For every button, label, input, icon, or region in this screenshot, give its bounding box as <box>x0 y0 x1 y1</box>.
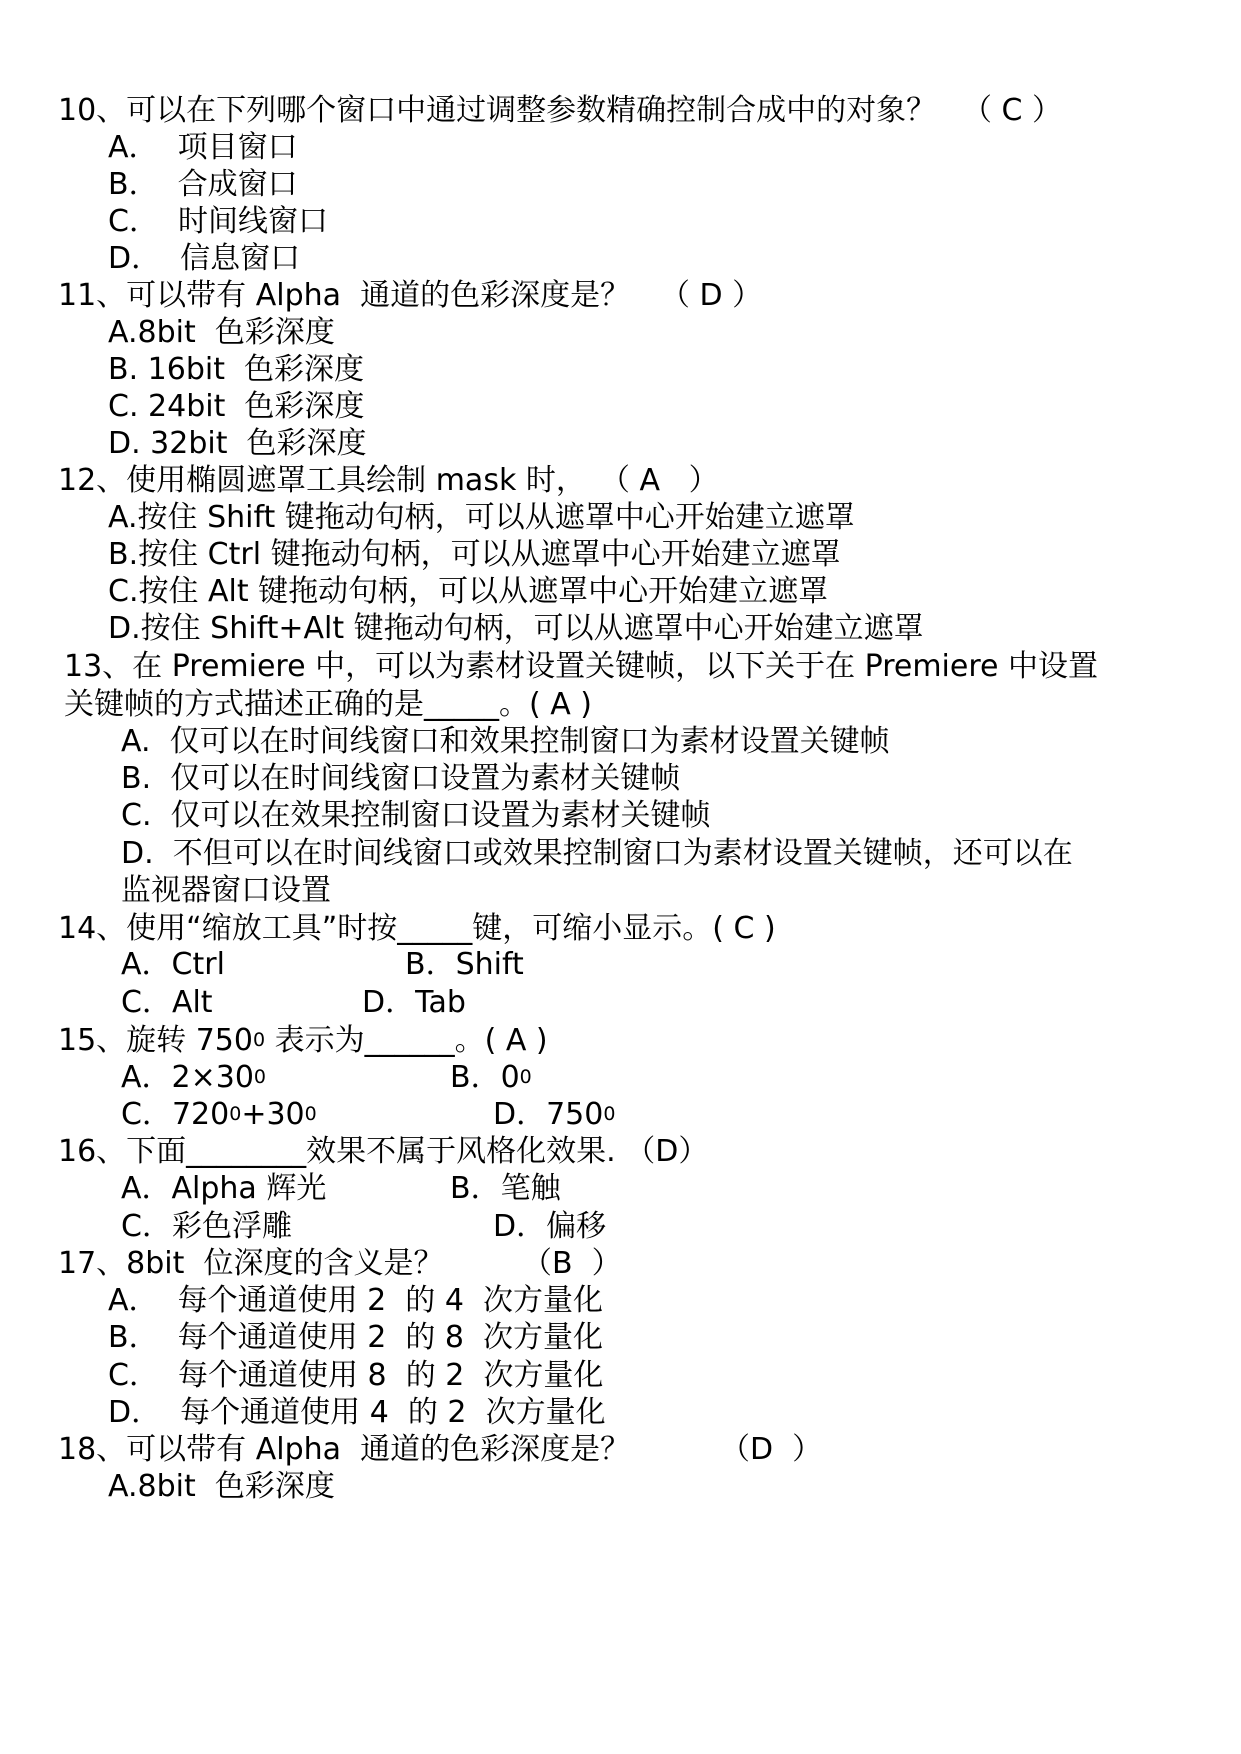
answer-18: （D ） <box>720 1432 823 1467</box>
degree-superscript: 0 <box>229 1103 242 1125</box>
question-15-text-a: 15、旋转 750 <box>58 1023 253 1058</box>
question-12: 12、使用椭圆遮罩工具绘制 mask 时， <box>58 463 586 498</box>
option-16-a: A．Alpha 辉光 <box>121 1171 327 1206</box>
answer-11: （ D ） <box>660 278 763 313</box>
option-16-d: D．偏移 <box>493 1209 607 1244</box>
option-18-a: A.8bit 色彩深度 <box>108 1469 335 1504</box>
option-12-d: D.按住 Shift+Alt 键拖动句柄，可以从遮罩中心开始建立遮罩 <box>108 611 924 646</box>
question-14: 14、使用“缩放工具”时按_____键，可缩小显示。( C ) <box>58 911 776 946</box>
option-12-c: C.按住 Alt 键拖动句柄，可以从遮罩中心开始建立遮罩 <box>108 574 829 609</box>
option-13-c: C. 仅可以在效果控制窗口设置为素材关键帧 <box>121 798 711 833</box>
question-13-line-2: 关键帧的方式描述正确的是_____。( A ) <box>64 687 593 722</box>
question-10: 10、可以在下列哪个窗口中通过调整参数精确控制合成中的对象？ <box>58 93 937 128</box>
option-15-d-text: D．750 <box>493 1097 604 1132</box>
question-16: 16、下面________效果不属于风格化效果. （D） <box>58 1134 709 1169</box>
option-10-d: D． 信息窗口 <box>108 241 301 276</box>
option-10-b: B． 合成窗口 <box>108 167 298 202</box>
option-16-b: B．笔触 <box>450 1171 561 1206</box>
option-14-a: A．Ctrl <box>121 947 225 982</box>
option-17-b: B． 每个通道使用 2 的 8 次方量化 <box>108 1320 604 1355</box>
question-15-text-b: 表示为______。( A ) <box>265 1023 548 1058</box>
option-11-c: C. 24bit 色彩深度 <box>108 389 365 424</box>
option-15-b-text: B．0 <box>450 1060 520 1095</box>
answer-17: （B ） <box>522 1246 622 1281</box>
option-14-d: D．Tab <box>362 985 466 1020</box>
degree-superscript: 0 <box>519 1066 532 1088</box>
degree-superscript: 0 <box>253 1066 267 1088</box>
question-13-line-1: 13、在 Premiere 中，可以为素材设置关键帧，以下关于在 Premiere 中设置 <box>64 649 1099 684</box>
option-10-c: C． 时间线窗口 <box>108 204 329 239</box>
option-10-a: A． 项目窗口 <box>108 130 298 165</box>
option-13-d: D. 不但可以在时间线窗口或效果控制窗口为素材设置关键帧，还可以在 <box>121 836 1073 871</box>
option-15-b <box>450 1060 532 1099</box>
degree-superscript: 0 <box>603 1103 616 1125</box>
option-13-b: B. 仅可以在时间线窗口设置为素材关键帧 <box>121 761 681 796</box>
question-11: 11、可以带有 Alpha 通道的色彩深度是？ <box>58 278 631 313</box>
option-15-d <box>493 1097 615 1136</box>
option-15-c-text-b: +30 <box>241 1097 305 1132</box>
option-11-d: D. 32bit 色彩深度 <box>108 426 367 461</box>
option-15-a-text: A．2×30 <box>121 1060 254 1095</box>
option-11-a: A.8bit 色彩深度 <box>108 315 335 350</box>
answer-10: （ C ） <box>962 93 1063 128</box>
degree-superscript: 0 <box>252 1029 266 1051</box>
answer-12: （ A ） <box>600 463 719 498</box>
option-12-a: A.按住 Shift 键拖动句柄，可以从遮罩中心开始建立遮罩 <box>108 500 855 535</box>
option-17-c: C． 每个通道使用 8 的 2 次方量化 <box>108 1358 604 1393</box>
option-15-c <box>121 1097 317 1133</box>
degree-superscript: 0 <box>304 1103 317 1125</box>
option-15-c-text-a: C．720 <box>121 1097 230 1132</box>
question-18: 18、可以带有 Alpha 通道的色彩深度是？ <box>58 1432 631 1467</box>
option-13-d-continued: 监视器窗口设置 <box>121 873 331 908</box>
option-12-b: B.按住 Ctrl 键拖动句柄，可以从遮罩中心开始建立遮罩 <box>108 537 841 572</box>
option-16-c: C．彩色浮雕 <box>121 1209 292 1244</box>
option-17-a: A． 每个通道使用 2 的 4 次方量化 <box>108 1283 603 1318</box>
option-15-a <box>121 1060 266 1096</box>
question-17: 17、8bit 位深度的含义是？ <box>58 1246 444 1281</box>
option-14-c: C．Alt <box>121 985 213 1020</box>
question-15 <box>58 1023 548 1059</box>
option-17-d: D． 每个通道使用 4 的 2 次方量化 <box>108 1395 606 1430</box>
option-14-b: B．Shift <box>405 947 524 982</box>
option-13-a: A. 仅可以在时间线窗口和效果控制窗口为素材设置关键帧 <box>121 724 890 759</box>
option-11-b: B. 16bit 色彩深度 <box>108 352 365 387</box>
